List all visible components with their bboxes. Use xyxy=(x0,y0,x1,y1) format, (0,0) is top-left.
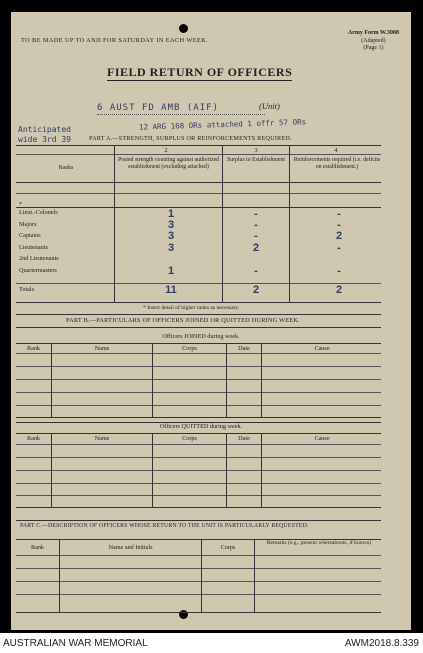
part-c-title: PART C.—DESCRIPTION OF OFFICERS WHOSE RETURN TO THE UNIT IS PARTICULARLY REQUESTED. xyxy=(20,523,309,529)
archive-footer xyxy=(0,633,423,653)
surplus-value: - xyxy=(254,219,258,231)
adapted-label: (Adapted) xyxy=(361,37,386,44)
col-header-rank: Rank xyxy=(30,544,45,551)
col-header-name: Name xyxy=(94,345,110,352)
army-form-number xyxy=(348,30,399,53)
rank-label: Lieutenants xyxy=(19,244,48,251)
anticipated-line-2: wide 3rd 39 xyxy=(18,135,71,144)
form-title: FIELD RETURN OF OFFICERS xyxy=(107,65,293,79)
footnote: * Insert detail of higher ranks as necessary. xyxy=(143,305,240,311)
rank-label: Majors xyxy=(19,221,37,228)
army-form-label: Army Form W.3008 xyxy=(347,30,399,36)
col-header-date: Date xyxy=(238,435,250,442)
col-header-cause: Cause xyxy=(314,345,330,352)
joined-title: Officers JOINED during week. xyxy=(162,333,240,340)
col-header-reinforcements: Reinforcements required (i.e. deficits on establishment.) xyxy=(293,157,381,170)
col-header-cause: Cause xyxy=(314,435,330,442)
reinforcements-value: - xyxy=(337,208,341,220)
posted-value: 3 xyxy=(167,230,175,242)
col-number-4: 4 xyxy=(334,147,338,154)
col-number-3: 3 xyxy=(254,147,258,154)
rank-label: * xyxy=(19,201,23,208)
quitted-title: Officers QUITTED during week. xyxy=(159,423,243,430)
surplus-value: - xyxy=(254,208,258,220)
col-header-name: Name xyxy=(94,435,110,442)
attached-note: 12 ARG 168 ORs attached 1 offr 57 ORs xyxy=(138,117,307,132)
col-header-date: Date xyxy=(238,345,250,352)
reinforcements-value: - xyxy=(337,265,341,277)
col-header-rank: Rank xyxy=(26,345,41,352)
col-header-posted: Posted strength counting against authorized establishment (excluding attached) xyxy=(117,157,220,170)
posted-value: 1 xyxy=(167,265,175,277)
punch-hole xyxy=(179,24,188,33)
col-header-surplus: Surplus to Establishment xyxy=(227,157,285,163)
rank-label: Lieut.-Colonels xyxy=(19,209,58,216)
col-header-corps: Corps xyxy=(220,544,236,551)
reinforcements-value: 2 xyxy=(335,230,343,242)
rank-label: Quartermasters xyxy=(19,267,57,274)
form-page xyxy=(11,12,411,630)
col-header-name-initials: Name and Initials xyxy=(108,544,153,551)
col-header-corps: Corps xyxy=(182,435,197,442)
page-label: (Page 1) xyxy=(363,45,384,51)
totals-label: Totals xyxy=(19,286,35,293)
surplus-value: - xyxy=(254,265,258,277)
reinforcements-value: - xyxy=(337,242,341,254)
col-header-rank: Rank xyxy=(26,435,41,442)
surplus-total: 2 xyxy=(252,284,260,296)
unit-label: (Unit) xyxy=(259,101,280,111)
rank-label: Captains xyxy=(19,232,41,239)
posted-value: 3 xyxy=(167,219,175,231)
col-header-corps: Corps xyxy=(182,345,197,352)
unit-name: 6 AUST FD AMB (AIF) xyxy=(97,103,219,113)
posted-value: 3 xyxy=(167,242,175,254)
unit-underline xyxy=(97,114,265,115)
posted-total: 11 xyxy=(165,284,177,296)
instruction-text: TO BE MADE UP TO AND FOR SATURDAY IN EACH WEEK. xyxy=(21,37,209,44)
reinforcements-total: 2 xyxy=(335,284,343,296)
part-a-title: PART A.—STRENGTH, SURPLUS OR REINFORCEMENTS REQUIRED. xyxy=(89,135,292,142)
part-b-title: PART B.—PARTICULARS OF OFFICERS JOINED OR QUITTED DURING WEEK. xyxy=(66,317,300,324)
footer-source: AUSTRALIAN WAR MEMORIAL xyxy=(3,638,148,649)
rank-label: 2nd Lieutenants xyxy=(19,255,59,262)
col-number-2: 2 xyxy=(164,147,168,154)
col-header-ranks: Ranks xyxy=(58,165,74,171)
surplus-value: 2 xyxy=(252,242,260,254)
reinforcements-value: - xyxy=(337,219,341,231)
footer-accession: AWM2018.8.339 xyxy=(344,638,419,649)
surplus-value: - xyxy=(254,230,258,242)
anticipated-note xyxy=(18,125,71,145)
posted-value: 1 xyxy=(167,208,175,220)
col-header-remarks: Remarks (e.g., present whereabouts, if known) xyxy=(266,540,372,546)
anticipated-line-1: Anticipated xyxy=(18,125,71,134)
